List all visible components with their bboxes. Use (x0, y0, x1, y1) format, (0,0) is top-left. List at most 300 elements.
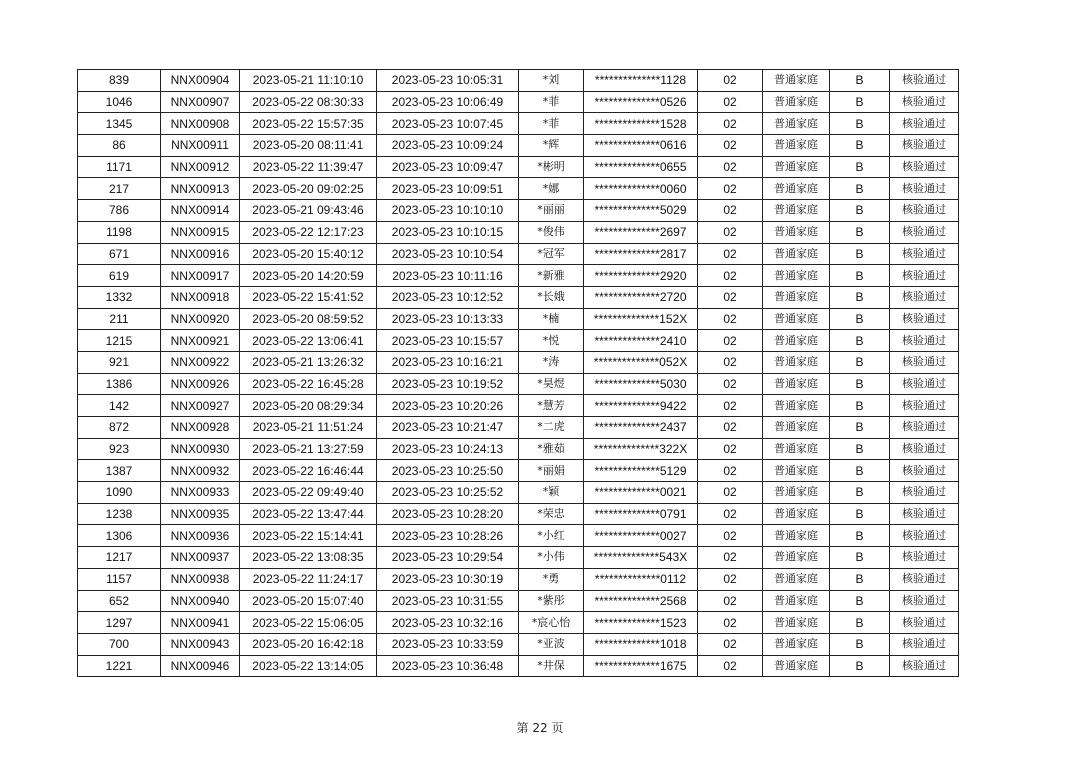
verify-time-cell: 2023-05-23 10:19:52 (377, 373, 519, 395)
household-cell: 普通家庭 (763, 417, 830, 439)
name-cell: *丽丽 (519, 200, 584, 222)
type-code-cell: 02 (698, 568, 763, 590)
submit-time-cell: 2023-05-20 15:07:40 (240, 590, 377, 612)
code-cell: NNX00928 (161, 417, 240, 439)
table-row (78, 525, 959, 547)
type-code-cell: 02 (698, 417, 763, 439)
code-cell: NNX00912 (161, 156, 240, 178)
code-cell: NNX00922 (161, 351, 240, 373)
code-cell: NNX00920 (161, 308, 240, 330)
code-cell: NNX00933 (161, 482, 240, 504)
grade-cell: B (830, 482, 890, 504)
verify-time-cell: 2023-05-23 10:25:52 (377, 482, 519, 504)
status-cell: 核验通过 (890, 178, 959, 200)
type-code-cell: 02 (698, 395, 763, 417)
id-number-cell: **************9422 (584, 395, 698, 417)
type-code-cell: 02 (698, 286, 763, 308)
name-cell: *荣忠 (519, 503, 584, 525)
code-cell: NNX00913 (161, 178, 240, 200)
name-cell: *楠 (519, 308, 584, 330)
household-cell: 普通家庭 (763, 308, 830, 330)
id-number-cell: **************052X (584, 351, 698, 373)
status-cell: 核验通过 (890, 547, 959, 569)
status-cell: 核验通过 (890, 655, 959, 677)
submit-time-cell: 2023-05-22 13:47:44 (240, 503, 377, 525)
sequence-cell: 86 (78, 135, 161, 157)
code-cell: NNX00918 (161, 286, 240, 308)
name-cell: *菲 (519, 113, 584, 135)
household-cell: 普通家庭 (763, 113, 830, 135)
table-row (78, 70, 959, 92)
submit-time-cell: 2023-05-22 15:41:52 (240, 286, 377, 308)
household-cell: 普通家庭 (763, 503, 830, 525)
verify-time-cell: 2023-05-23 10:07:45 (377, 113, 519, 135)
name-cell: *俊伟 (519, 221, 584, 243)
submit-time-cell: 2023-05-22 08:30:33 (240, 91, 377, 113)
submit-time-cell: 2023-05-22 13:14:05 (240, 655, 377, 677)
table-body (78, 70, 959, 677)
name-cell: *紫彤 (519, 590, 584, 612)
household-cell: 普通家庭 (763, 655, 830, 677)
table-row (78, 655, 959, 677)
sequence-cell: 1215 (78, 330, 161, 352)
name-cell: *彬明 (519, 156, 584, 178)
household-cell: 普通家庭 (763, 633, 830, 655)
submit-time-cell: 2023-05-21 13:27:59 (240, 438, 377, 460)
submit-time-cell: 2023-05-22 13:08:35 (240, 547, 377, 569)
code-cell: NNX00930 (161, 438, 240, 460)
household-cell: 普通家庭 (763, 460, 830, 482)
status-cell: 核验通过 (890, 482, 959, 504)
id-number-cell: **************152X (584, 308, 698, 330)
status-cell: 核验通过 (890, 568, 959, 590)
id-number-cell: **************2697 (584, 221, 698, 243)
household-cell: 普通家庭 (763, 330, 830, 352)
applicant-table (77, 69, 959, 677)
submit-time-cell: 2023-05-20 14:20:59 (240, 265, 377, 287)
type-code-cell: 02 (698, 221, 763, 243)
table-row (78, 308, 959, 330)
type-code-cell: 02 (698, 91, 763, 113)
status-cell: 核验通过 (890, 91, 959, 113)
type-code-cell: 02 (698, 330, 763, 352)
grade-cell: B (830, 568, 890, 590)
household-cell: 普通家庭 (763, 525, 830, 547)
name-cell: *悦 (519, 330, 584, 352)
code-cell: NNX00941 (161, 612, 240, 634)
verify-time-cell: 2023-05-23 10:25:50 (377, 460, 519, 482)
name-cell: *颖 (519, 482, 584, 504)
submit-time-cell: 2023-05-20 08:11:41 (240, 135, 377, 157)
id-number-cell: **************1528 (584, 113, 698, 135)
verify-time-cell: 2023-05-23 10:09:47 (377, 156, 519, 178)
grade-cell: B (830, 265, 890, 287)
verify-time-cell: 2023-05-23 10:11:16 (377, 265, 519, 287)
verify-time-cell: 2023-05-23 10:33:59 (377, 633, 519, 655)
verify-time-cell: 2023-05-23 10:10:15 (377, 221, 519, 243)
verify-time-cell: 2023-05-23 10:28:26 (377, 525, 519, 547)
code-cell: NNX00938 (161, 568, 240, 590)
id-number-cell: **************5129 (584, 460, 698, 482)
id-number-cell: **************2410 (584, 330, 698, 352)
status-cell: 核验通过 (890, 373, 959, 395)
sequence-cell: 1387 (78, 460, 161, 482)
submit-time-cell: 2023-05-22 16:45:28 (240, 373, 377, 395)
code-cell: NNX00921 (161, 330, 240, 352)
household-cell: 普通家庭 (763, 438, 830, 460)
household-cell: 普通家庭 (763, 612, 830, 634)
grade-cell: B (830, 590, 890, 612)
table-row (78, 503, 959, 525)
grade-cell: B (830, 200, 890, 222)
table-row (78, 482, 959, 504)
table-row (78, 351, 959, 373)
type-code-cell: 02 (698, 373, 763, 395)
id-number-cell: **************0060 (584, 178, 698, 200)
status-cell: 核验通过 (890, 590, 959, 612)
table-row (78, 612, 959, 634)
verify-time-cell: 2023-05-23 10:16:21 (377, 351, 519, 373)
type-code-cell: 02 (698, 178, 763, 200)
verify-time-cell: 2023-05-23 10:30:19 (377, 568, 519, 590)
grade-cell: B (830, 503, 890, 525)
household-cell: 普通家庭 (763, 221, 830, 243)
verify-time-cell: 2023-05-23 10:28:20 (377, 503, 519, 525)
id-number-cell: **************0021 (584, 482, 698, 504)
grade-cell: B (830, 525, 890, 547)
table-row (78, 113, 959, 135)
grade-cell: B (830, 351, 890, 373)
verify-time-cell: 2023-05-23 10:10:54 (377, 243, 519, 265)
type-code-cell: 02 (698, 482, 763, 504)
type-code-cell: 02 (698, 351, 763, 373)
type-code-cell: 02 (698, 265, 763, 287)
verify-time-cell: 2023-05-23 10:31:55 (377, 590, 519, 612)
submit-time-cell: 2023-05-22 09:49:40 (240, 482, 377, 504)
type-code-cell: 02 (698, 135, 763, 157)
name-cell: *雅茹 (519, 438, 584, 460)
code-cell: NNX00908 (161, 113, 240, 135)
grade-cell: B (830, 178, 890, 200)
type-code-cell: 02 (698, 70, 763, 92)
code-cell: NNX00917 (161, 265, 240, 287)
status-cell: 核验通过 (890, 135, 959, 157)
verify-time-cell: 2023-05-23 10:09:24 (377, 135, 519, 157)
sequence-cell: 1297 (78, 612, 161, 634)
sequence-cell: 923 (78, 438, 161, 460)
sequence-cell: 700 (78, 633, 161, 655)
verify-time-cell: 2023-05-23 10:24:13 (377, 438, 519, 460)
table-row (78, 265, 959, 287)
sequence-cell: 1238 (78, 503, 161, 525)
table-row (78, 156, 959, 178)
submit-time-cell: 2023-05-21 11:51:24 (240, 417, 377, 439)
status-cell: 核验通过 (890, 438, 959, 460)
household-cell: 普通家庭 (763, 200, 830, 222)
id-number-cell: **************5030 (584, 373, 698, 395)
household-cell: 普通家庭 (763, 243, 830, 265)
type-code-cell: 02 (698, 503, 763, 525)
table-row (78, 221, 959, 243)
code-cell: NNX00932 (161, 460, 240, 482)
table-row (78, 178, 959, 200)
name-cell: *昊煜 (519, 373, 584, 395)
type-code-cell: 02 (698, 525, 763, 547)
id-number-cell: **************0526 (584, 91, 698, 113)
table-row (78, 460, 959, 482)
sequence-cell: 839 (78, 70, 161, 92)
table-row (78, 286, 959, 308)
id-number-cell: **************1523 (584, 612, 698, 634)
verify-time-cell: 2023-05-23 10:20:26 (377, 395, 519, 417)
household-cell: 普通家庭 (763, 135, 830, 157)
grade-cell: B (830, 655, 890, 677)
submit-time-cell: 2023-05-20 15:40:12 (240, 243, 377, 265)
name-cell: *慧芳 (519, 395, 584, 417)
status-cell: 核验通过 (890, 308, 959, 330)
submit-time-cell: 2023-05-22 11:39:47 (240, 156, 377, 178)
household-cell: 普通家庭 (763, 156, 830, 178)
type-code-cell: 02 (698, 243, 763, 265)
grade-cell: B (830, 156, 890, 178)
submit-time-cell: 2023-05-22 13:06:41 (240, 330, 377, 352)
name-cell: *长娥 (519, 286, 584, 308)
table-row (78, 547, 959, 569)
name-cell: *勇 (519, 568, 584, 590)
grade-cell: B (830, 113, 890, 135)
sequence-cell: 652 (78, 590, 161, 612)
id-number-cell: **************0655 (584, 156, 698, 178)
grade-cell: B (830, 438, 890, 460)
type-code-cell: 02 (698, 655, 763, 677)
code-cell: NNX00936 (161, 525, 240, 547)
sequence-cell: 142 (78, 395, 161, 417)
status-cell: 核验通过 (890, 221, 959, 243)
status-cell: 核验通过 (890, 243, 959, 265)
sequence-cell: 1332 (78, 286, 161, 308)
submit-time-cell: 2023-05-20 08:59:52 (240, 308, 377, 330)
verify-time-cell: 2023-05-23 10:15:57 (377, 330, 519, 352)
name-cell: *小红 (519, 525, 584, 547)
table-row (78, 243, 959, 265)
table-row (78, 395, 959, 417)
id-number-cell: **************1018 (584, 633, 698, 655)
submit-time-cell: 2023-05-22 15:14:41 (240, 525, 377, 547)
status-cell: 核验通过 (890, 612, 959, 634)
type-code-cell: 02 (698, 438, 763, 460)
submit-time-cell: 2023-05-21 11:10:10 (240, 70, 377, 92)
id-number-cell: **************1675 (584, 655, 698, 677)
table-row (78, 590, 959, 612)
grade-cell: B (830, 417, 890, 439)
household-cell: 普通家庭 (763, 373, 830, 395)
id-number-cell: **************1128 (584, 70, 698, 92)
verify-time-cell: 2023-05-23 10:09:51 (377, 178, 519, 200)
status-cell: 核验通过 (890, 351, 959, 373)
grade-cell: B (830, 395, 890, 417)
type-code-cell: 02 (698, 547, 763, 569)
grade-cell: B (830, 286, 890, 308)
name-cell: *小伟 (519, 547, 584, 569)
status-cell: 核验通过 (890, 330, 959, 352)
name-cell: *宸心怡 (519, 612, 584, 634)
sequence-cell: 217 (78, 178, 161, 200)
code-cell: NNX00927 (161, 395, 240, 417)
verify-time-cell: 2023-05-23 10:05:31 (377, 70, 519, 92)
table-row (78, 135, 959, 157)
name-cell: *二虎 (519, 417, 584, 439)
grade-cell: B (830, 547, 890, 569)
status-cell: 核验通过 (890, 286, 959, 308)
id-number-cell: **************2720 (584, 286, 698, 308)
grade-cell: B (830, 330, 890, 352)
status-cell: 核验通过 (890, 113, 959, 135)
table-row (78, 633, 959, 655)
id-number-cell: **************0027 (584, 525, 698, 547)
code-cell: NNX00943 (161, 633, 240, 655)
sequence-cell: 1198 (78, 221, 161, 243)
verify-time-cell: 2023-05-23 10:29:54 (377, 547, 519, 569)
code-cell: NNX00915 (161, 221, 240, 243)
name-cell: *刘 (519, 70, 584, 92)
status-cell: 核验通过 (890, 265, 959, 287)
code-cell: NNX00907 (161, 91, 240, 113)
table-row (78, 200, 959, 222)
verify-time-cell: 2023-05-23 10:10:10 (377, 200, 519, 222)
verify-time-cell: 2023-05-23 10:36:48 (377, 655, 519, 677)
id-number-cell: **************2437 (584, 417, 698, 439)
verify-time-cell: 2023-05-23 10:12:52 (377, 286, 519, 308)
grade-cell: B (830, 612, 890, 634)
name-cell: *辉 (519, 135, 584, 157)
sequence-cell: 872 (78, 417, 161, 439)
grade-cell: B (830, 633, 890, 655)
name-cell: *冠军 (519, 243, 584, 265)
status-cell: 核验通过 (890, 525, 959, 547)
grade-cell: B (830, 243, 890, 265)
household-cell: 普通家庭 (763, 178, 830, 200)
submit-time-cell: 2023-05-22 11:24:17 (240, 568, 377, 590)
household-cell: 普通家庭 (763, 590, 830, 612)
name-cell: *菲 (519, 91, 584, 113)
household-cell: 普通家庭 (763, 91, 830, 113)
type-code-cell: 02 (698, 590, 763, 612)
submit-time-cell: 2023-05-20 08:29:34 (240, 395, 377, 417)
sequence-cell: 1217 (78, 547, 161, 569)
sequence-cell: 786 (78, 200, 161, 222)
status-cell: 核验通过 (890, 503, 959, 525)
id-number-cell: **************0791 (584, 503, 698, 525)
sequence-cell: 1306 (78, 525, 161, 547)
id-number-cell: **************0112 (584, 568, 698, 590)
sequence-cell: 1171 (78, 156, 161, 178)
household-cell: 普通家庭 (763, 547, 830, 569)
id-number-cell: **************2817 (584, 243, 698, 265)
name-cell: *新雅 (519, 265, 584, 287)
code-cell: NNX00926 (161, 373, 240, 395)
id-number-cell: **************0616 (584, 135, 698, 157)
table-row (78, 91, 959, 113)
grade-cell: B (830, 70, 890, 92)
household-cell: 普通家庭 (763, 482, 830, 504)
code-cell: NNX00916 (161, 243, 240, 265)
code-cell: NNX00946 (161, 655, 240, 677)
verify-time-cell: 2023-05-23 10:32:16 (377, 612, 519, 634)
submit-time-cell: 2023-05-22 15:06:05 (240, 612, 377, 634)
type-code-cell: 02 (698, 633, 763, 655)
grade-cell: B (830, 135, 890, 157)
name-cell: *娜 (519, 178, 584, 200)
name-cell: *涛 (519, 351, 584, 373)
status-cell: 核验通过 (890, 417, 959, 439)
submit-time-cell: 2023-05-20 16:42:18 (240, 633, 377, 655)
table-row (78, 330, 959, 352)
grade-cell: B (830, 221, 890, 243)
sequence-cell: 671 (78, 243, 161, 265)
verify-time-cell: 2023-05-23 10:21:47 (377, 417, 519, 439)
type-code-cell: 02 (698, 612, 763, 634)
status-cell: 核验通过 (890, 633, 959, 655)
sequence-cell: 1221 (78, 655, 161, 677)
submit-time-cell: 2023-05-22 16:46:44 (240, 460, 377, 482)
table-row (78, 438, 959, 460)
table-row (78, 568, 959, 590)
household-cell: 普通家庭 (763, 70, 830, 92)
household-cell: 普通家庭 (763, 351, 830, 373)
submit-time-cell: 2023-05-21 13:26:32 (240, 351, 377, 373)
submit-time-cell: 2023-05-20 09:02:25 (240, 178, 377, 200)
id-number-cell: **************543X (584, 547, 698, 569)
grade-cell: B (830, 373, 890, 395)
status-cell: 核验通过 (890, 156, 959, 178)
name-cell: *亚波 (519, 633, 584, 655)
type-code-cell: 02 (698, 308, 763, 330)
status-cell: 核验通过 (890, 70, 959, 92)
household-cell: 普通家庭 (763, 286, 830, 308)
type-code-cell: 02 (698, 156, 763, 178)
type-code-cell: 02 (698, 113, 763, 135)
sequence-cell: 1157 (78, 568, 161, 590)
id-number-cell: **************2920 (584, 265, 698, 287)
code-cell: NNX00914 (161, 200, 240, 222)
sequence-cell: 1046 (78, 91, 161, 113)
sequence-cell: 921 (78, 351, 161, 373)
code-cell: NNX00904 (161, 70, 240, 92)
page-number: 第 22 页 (516, 721, 564, 735)
household-cell: 普通家庭 (763, 568, 830, 590)
sequence-cell: 1090 (78, 482, 161, 504)
id-number-cell: **************322X (584, 438, 698, 460)
code-cell: NNX00911 (161, 135, 240, 157)
id-number-cell: **************2568 (584, 590, 698, 612)
sequence-cell: 211 (78, 308, 161, 330)
type-code-cell: 02 (698, 200, 763, 222)
code-cell: NNX00940 (161, 590, 240, 612)
status-cell: 核验通过 (890, 395, 959, 417)
grade-cell: B (830, 460, 890, 482)
name-cell: *丽娟 (519, 460, 584, 482)
table-row (78, 373, 959, 395)
submit-time-cell: 2023-05-22 12:17:23 (240, 221, 377, 243)
code-cell: NNX00937 (161, 547, 240, 569)
status-cell: 核验通过 (890, 200, 959, 222)
verify-time-cell: 2023-05-23 10:13:33 (377, 308, 519, 330)
status-cell: 核验通过 (890, 460, 959, 482)
grade-cell: B (830, 91, 890, 113)
household-cell: 普通家庭 (763, 395, 830, 417)
id-number-cell: **************5029 (584, 200, 698, 222)
name-cell: *井保 (519, 655, 584, 677)
